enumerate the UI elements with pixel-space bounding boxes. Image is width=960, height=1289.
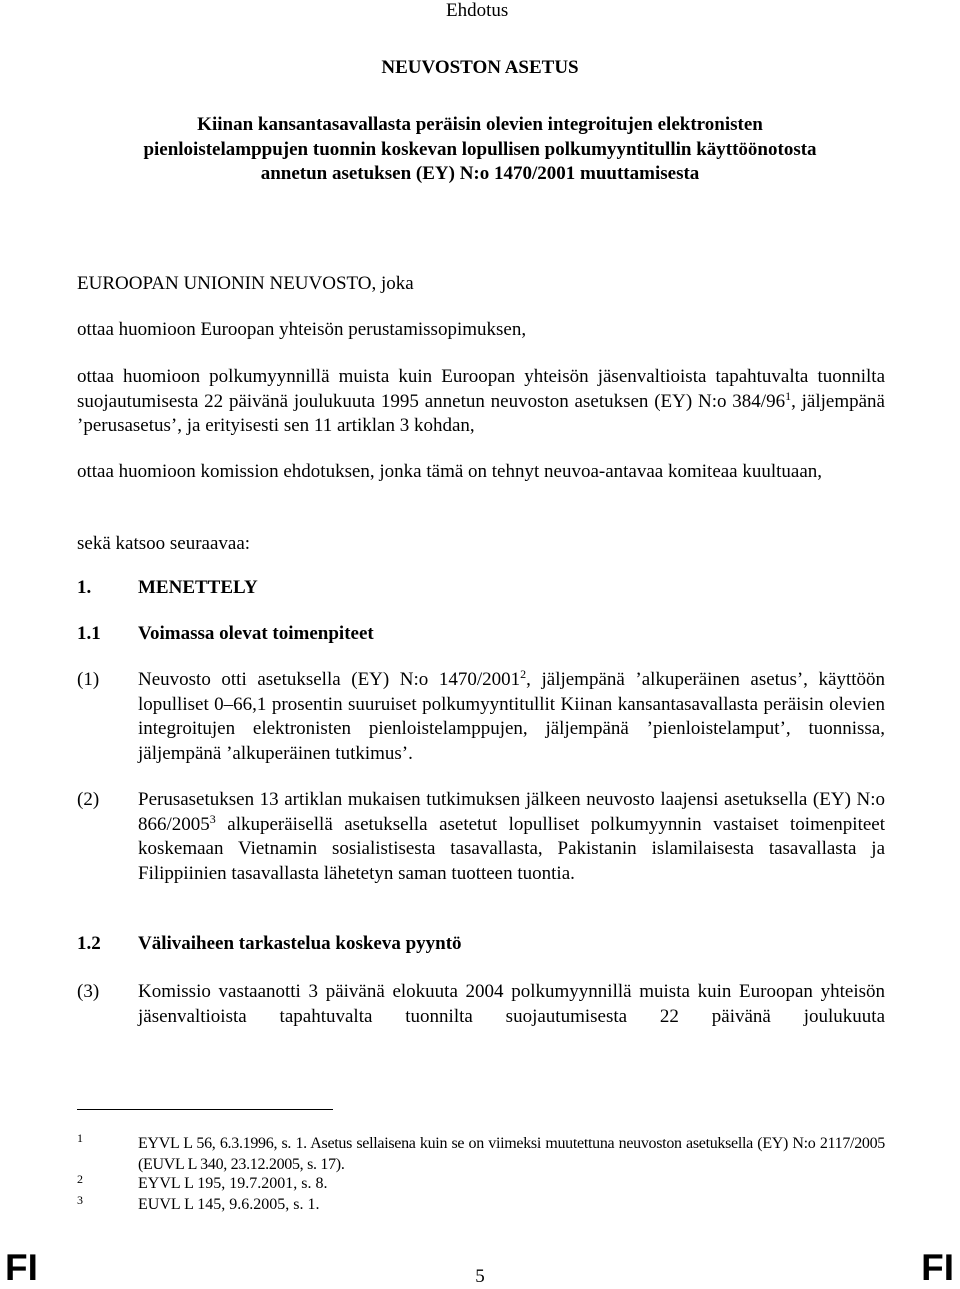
section-1-2-number: 1.2 <box>77 933 101 954</box>
section-1-2-heading: Välivaiheen tarkastelua koskeva pyyntö <box>138 933 462 954</box>
recital-2-text: Perusasetuksen 13 artiklan mukaisen tutkimuksen jälkeen neuvosto laajensi asetuksella (EY) N:o 866/2005 <box>138 789 885 835</box>
footnote-3-number: 3 <box>77 1193 83 1207</box>
preamble-basic-regulation <box>77 365 885 439</box>
footnote-separator <box>77 1109 333 1110</box>
preamble-basic-regulation-text-end: , jäljempänä ’perusasetus’, ja erityisesti sen 11 artiklan 3 kohdan, <box>77 390 885 436</box>
footer-language-right: FI <box>921 1247 954 1288</box>
document-subtitle <box>0 113 960 187</box>
preamble-basic-regulation-text: ottaa huomioon polkumyynnillä muista kuin Euroopan yhteisön jäsenvaltioista tapahtuvalta tuonnilta suojautumisesta 22 päivänä joulukuuta 1995 annetun neuvoston asetuksen (EY) N:o 384/96 <box>77 366 885 412</box>
page-number: 5 <box>475 1266 485 1287</box>
footnote-3-text: EUVL L 145, 9.6.2005, s. 1. <box>138 1196 320 1213</box>
section-1-1-number: 1.1 <box>77 623 101 644</box>
recital-1-number: (1) <box>77 669 100 690</box>
recital-1 <box>138 668 885 766</box>
document-title: NEUVOSTON ASETUS <box>381 57 579 78</box>
footnote-1-number: 1 <box>77 1131 83 1145</box>
preamble-whereas: sekä katsoo seuraavaa: <box>77 533 251 554</box>
recital-2-number: (2) <box>77 789 100 810</box>
footnote-2-number: 2 <box>77 1172 83 1186</box>
section-1-heading: MENETTELY <box>138 577 258 598</box>
recital-2-text-end: alkuperäisellä asetuksella asetetut lopulliset polkumyynnin vastaiset toimenpiteet koskemaan Vietnamin sosialistisesta tasavallasta, Pakistanin islamilaisesta tasavallasta ja Filippiinien tasavallasta lähetetyn saman tuotteen tuontia. <box>138 813 885 884</box>
recital-1-text-end: , jäljempänä ’alkuperäinen asetus’, käyttöön lopulliset 0–66,1 prosentin suuruiset polkumyyntitullit Kiinan kansantasavallasta peräisin olevien integroitujen elektronisten pienloistelamppujen, jäljempänä ’pienloistelamput’, tuonnissa, jäljempänä ’alkuperäinen tutkimus’. <box>138 669 885 764</box>
recital-1-text: Neuvosto otti asetuksella (EY) N:o 1470/2001 <box>138 669 521 690</box>
footnote-ref-2: 2 <box>520 667 527 681</box>
recital-3-number: (3) <box>77 981 100 1002</box>
preamble-council-line: EUROOPAN UNIONIN NEUVOSTO, joka <box>77 273 414 294</box>
subtitle-line-1: Kiinan kansantasavallasta peräisin olevien integroitujen elektronisten <box>197 114 763 135</box>
footnote-ref-3: 3 <box>209 811 216 826</box>
section-1-1-heading: Voimassa olevat toimenpiteet <box>138 623 374 644</box>
footnote-1-text: EYVL L 56, 6.3.1996, s. 1. Asetus sellaisena kuin se on viimeksi muutettuna neuvoston asetuksella (EY) N:o 2117/2005 (EUVL L 340, 23.12.2005, s. 17). <box>138 1135 885 1173</box>
subtitle-line-2: pienloistelamppujen tuonnin koskevan lopullisen polkumyyntitullin käyttöönotosta <box>143 138 817 160</box>
subtitle-line-3: annetun asetuksen (EY) N:o 1470/2001 muuttamisesta <box>260 163 700 184</box>
document-status-label: Ehdotus <box>446 0 509 21</box>
section-1-number: 1. <box>77 577 92 598</box>
preamble-treaty-line: ottaa huomioon Euroopan yhteisön perustamissopimuksen, <box>77 319 527 340</box>
recital-3: Komissio vastaanotti 3 päivänä elokuuta 2004 polkumyynnillä muista kuin Euroopan yhteisön jäsenvaltioista tapahtuvalta tuonnilta suojautumisesta 22 päivänä joulukuuta <box>138 981 885 1027</box>
preamble-commission-proposal: ottaa huomioon komission ehdotuksen, jonka tämä on tehnyt neuvoa-antavaa komiteaa kuultuaan, <box>77 461 823 482</box>
footer-language-left: FI <box>5 1247 38 1288</box>
footnote-ref-1: 1 <box>785 388 792 403</box>
recital-2 <box>138 788 885 886</box>
footnote-2-text: EYVL L 195, 19.7.2001, s. 8. <box>138 1175 328 1192</box>
